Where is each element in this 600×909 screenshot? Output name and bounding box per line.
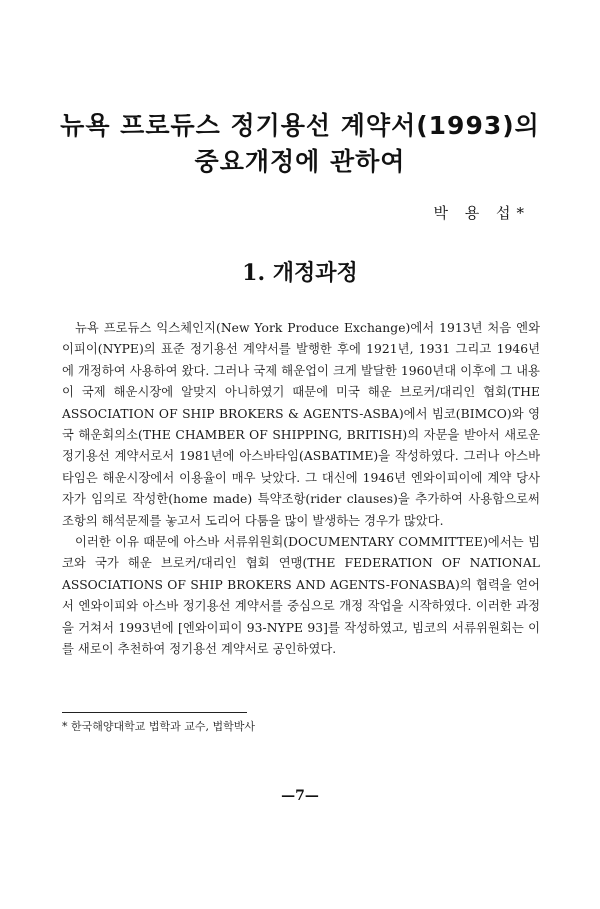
page-number: —7— xyxy=(281,788,319,804)
footnote: * 한국해양대학교 법학과 교수, 법학박사 xyxy=(62,720,255,733)
author-name: 박 용 섭* xyxy=(433,204,530,222)
footnote-divider xyxy=(62,712,247,713)
body-text xyxy=(62,318,540,661)
paragraph-2: 이러한 이유 때문에 아스바 서류위원회(DOCUMENTARY COMMITTEE)에서는 빔코와 국가 해운 브로커/대리인 협회 연맹(THE FEDERATION OF NATIONAL ASSOCIATIONS OF SHIP BROKERS AND AGENTS-FONASBA)의 협력을 얻어서 엔와이피와 아스바 정기용선 계약서를 중심으로 개정 작업을 시작하였다. 이러한 과정을 거쳐서 1993년에 [엔와이피이 93-NYPE 93]를 작성하였고, 빔코의 서류위원회는 이를 새로이 추천하여 정기용선 계약서로 공인하였다. xyxy=(62,535,540,657)
title-line-1: 뉴욕 프로듀스 정기용선 계약서(1993)의 xyxy=(60,111,540,140)
title-line-2: 중요개정에 관하여 xyxy=(194,147,406,176)
paragraph-1: 뉴욕 프로듀스 익스체인지(New York Produce Exchange)에서 1913년 처음 엔와이피이(NYPE)의 표준 정기용선 계약서를 발행한 후에 1921년, 1931 그리고 1946년에 개정하여 사용하여 왔다. 그러나 국제 해운업이 크게 발달한 1960년대 이후에 그 내용이 국제 해운시장에 알맞지 아니하였기 때문에 미국 해운 브로커/대리인 협회(THE ASSOCIATION OF SHIP BROKERS & AGENTS-ASBA)에서 빔코(BIMCO)와 영국 해운회의소(THE CHAMBER OF SHIPPING, BRITISH)의 자문을 받아서 새로운 정기용선 계약서로서 1981년에 아스바타임(ASBATIME)을 작성하였다. 그러나 아스바타임은 해운시장에서 이용율이 매우 낮았다. 그 대신에 1946년 엔와이피이에 계약 당사자가 임의로 작성한(home made) 특약조항(rider clauses)을 추가하여 사용함으로써 조항의 해석문제를 놓고서 도리어 다툼을 많이 발생하는 경우가 많았다. xyxy=(62,321,540,528)
section-heading: 1. 개정과정 xyxy=(242,260,358,286)
paper-title xyxy=(0,108,600,180)
